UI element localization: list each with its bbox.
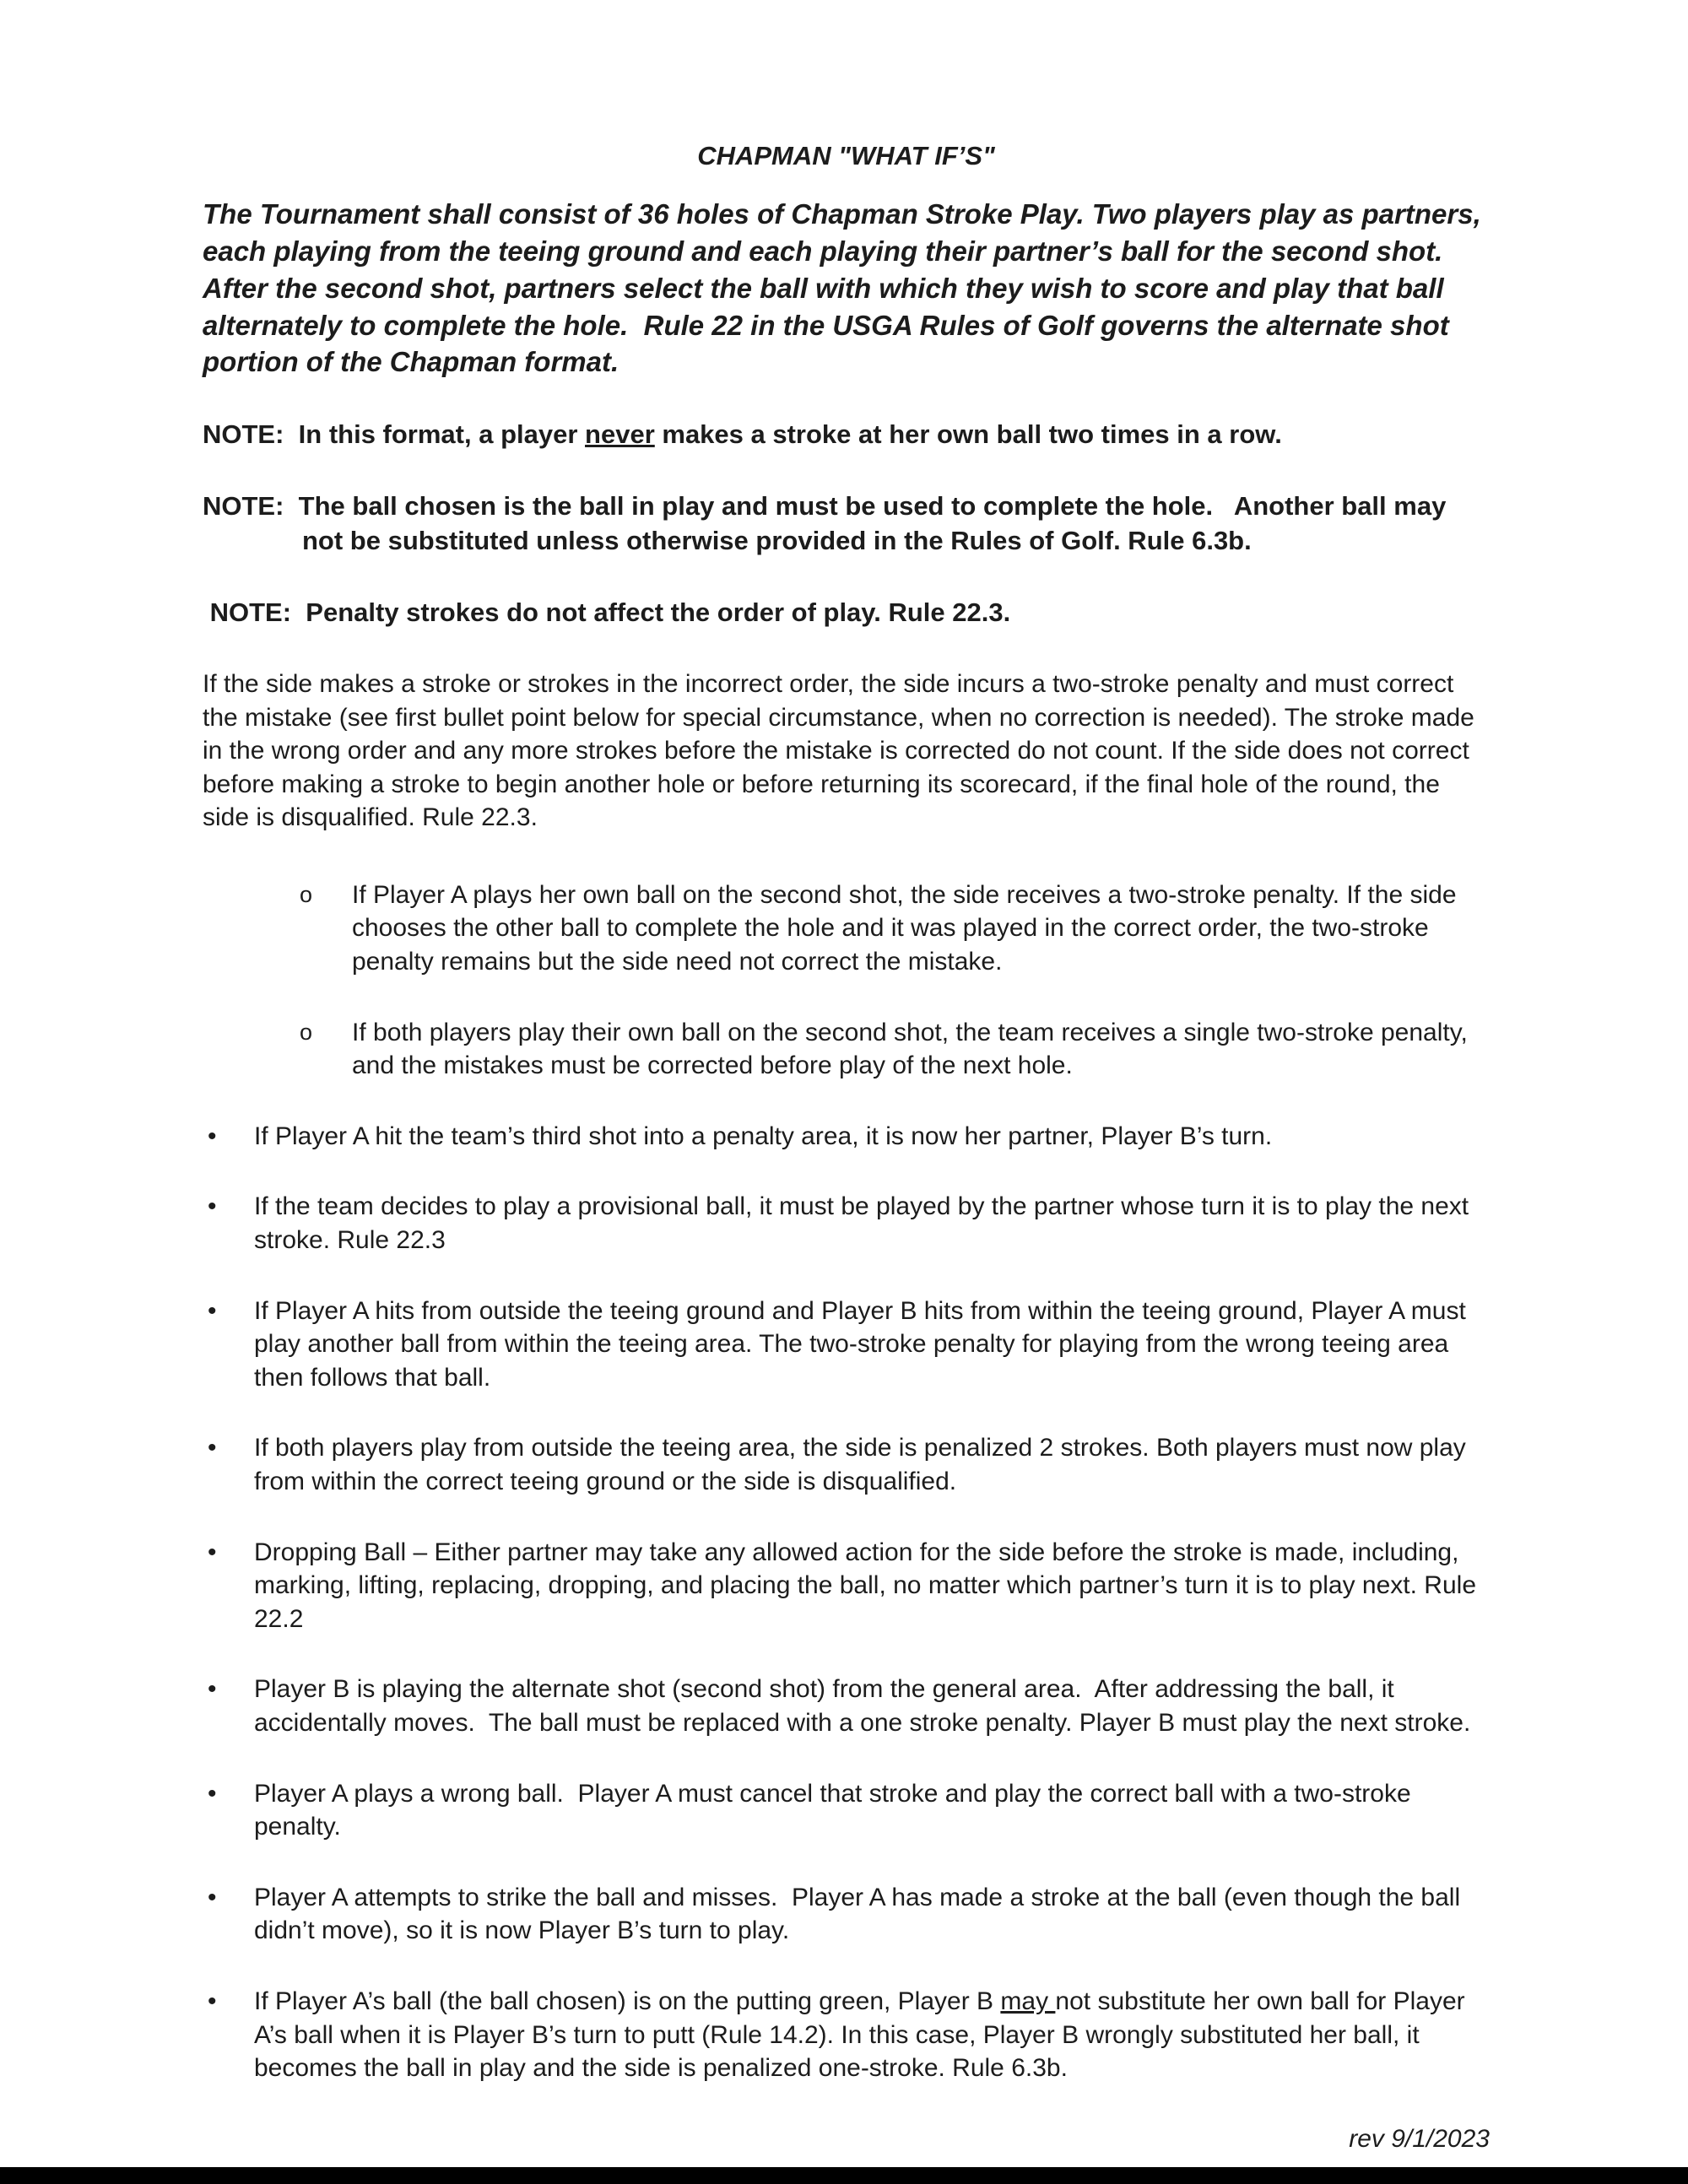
note-never-two-in-row: NOTE: In this format, a player never makes a stroke at her own ball two times in a row. — [203, 419, 1282, 450]
list-item — [208, 1536, 1490, 1636]
list-item — [208, 1881, 1490, 1948]
list-item-text: If both players play their own ball on the second shot, the team receives a single two-stroke penalty, and the mistakes must be corrected before play of the next hole. — [352, 1018, 1475, 1080]
dot-bullet-marker: • — [208, 1675, 217, 1704]
dot-bullet-marker: • — [208, 1434, 217, 1462]
list-item — [208, 1431, 1490, 1498]
list-item — [208, 1777, 1490, 1844]
sub-bullet-list — [203, 878, 1490, 1083]
incorrect-order-paragraph: If the side makes a stroke or strokes in the incorrect order, the side incurs a two-stroke penalty and must correct the mistake (see first bullet point below for special circumstance, when no correction is needed). The stroke made in the wrong order and any more strokes before the mistake is corrected do not count. If the side does not correct before making a stroke to begin another hole or before returning its scorecard, if the final hole of the round, the side is disqualified. Rule 22.3. — [203, 669, 1482, 832]
list-item-text: If the team decides to play a provisional ball, it must be played by the partner whose turn it is to play the next stroke. Rule 22.3 — [254, 1192, 1476, 1255]
list-item — [208, 1190, 1490, 1257]
list-item-text: Player B is playing the alternate shot (second shot) from the general area. After addressing the ball, it accidentally moves. The ball must be replaced with a one stroke penalty. Player B must play the next stroke. — [254, 1675, 1471, 1737]
dot-bullet-marker: • — [208, 1779, 217, 1808]
list-item — [208, 1295, 1490, 1395]
note-penalty-order: NOTE: Penalty strokes do not affect the order of play. Rule 22.3. — [203, 597, 1011, 627]
list-item-text: If Player A plays her own ball on the second shot, the side receives a two-stroke penalty. If the side chooses the other ball to complete the hole and it was played in the correct order, the two-stroke penalty remains but the side need not correct the mistake. — [352, 880, 1463, 976]
list-item-text: If Player A hits from outside the teeing ground and Player B hits from within the teeing ground, Player A must play another ball from within the teeing area. The two-stroke penalty for playing from the wrong teeing area then follows that ball. — [254, 1296, 1474, 1392]
dot-bullet-marker: • — [208, 1987, 217, 2015]
list-item-text: Player A plays a wrong ball. Player A must cancel that stroke and play the correct ball with a two-stroke penalty. — [254, 1779, 1419, 1841]
dot-bullet-marker: • — [208, 1883, 217, 1911]
list-item-text: If Player A’s ball (the ball chosen) is on the putting green, Player B may not substitute her own ball for Player A’s ball when it is Player B’s turn to putt (Rule 14.2). In this case, Player B wrongly substituted her ball, it becomes the ball in play and the side is penalized one-stroke. Rule 6.3b. — [254, 1987, 1471, 2083]
dot-bullet-marker: • — [208, 1192, 217, 1221]
dot-bullet-marker: • — [208, 1538, 217, 1566]
list-item-text: If both players play from outside the teeing area, the side is penalized 2 strokes. Both players must now play from within the correct teeing ground or the side is disqualified. — [254, 1434, 1474, 1495]
bullet-list — [203, 1120, 1490, 2085]
circle-bullet-marker: o — [300, 881, 313, 907]
scan-edge-bar — [0, 2167, 1688, 2184]
list-item — [208, 1120, 1490, 1154]
list-item-text: Player A attempts to strike the ball and misses. Player A has made a stroke at the ball (even though the ball didn’t move), so it is now Player B’s turn to play. — [254, 1883, 1468, 1945]
dot-bullet-marker: • — [208, 1296, 217, 1325]
circle-bullet-marker: o — [300, 1019, 313, 1045]
list-item-text: If Player A hit the team’s third shot into a penalty area, it is now her partner, Player B’s turn. — [254, 1122, 1273, 1150]
note-ball-chosen: NOTE: The ball chosen is the ball in play and must be used to complete the hole. Another ball may not be substituted unless otherwise provided in the Rules of Golf. Rule 6.3b. — [203, 491, 1453, 556]
list-item — [300, 1016, 1490, 1083]
intro-paragraph: The Tournament shall consist of 36 holes of Chapman Stroke Play. Two players play as partners, each playing from the teeing ground and each playing their partner’s ball for the second shot. After the second shot, partners select the ball with which they wish to score and play that ball alternately to complete the hole. Rule 22 in the USGA Rules of Golf governs the alternate shot portion of the Chapman format. — [203, 197, 1489, 378]
list-item-text: Dropping Ball – Either partner may take any allowed action for the side before the stroke is made, including, marking, lifting, replacing, dropping, and placing the ball, no matter which partner’s turn it is to play next. Rule 22.2 — [254, 1538, 1484, 1633]
dot-bullet-marker: • — [208, 1122, 217, 1150]
list-item — [300, 878, 1490, 979]
list-item — [208, 1673, 1490, 1739]
revision-date: rev 9/1/2023 — [1349, 2124, 1490, 2153]
list-item — [208, 1985, 1490, 2085]
document-title: CHAPMAN "WHAT IF’S" — [697, 141, 995, 170]
